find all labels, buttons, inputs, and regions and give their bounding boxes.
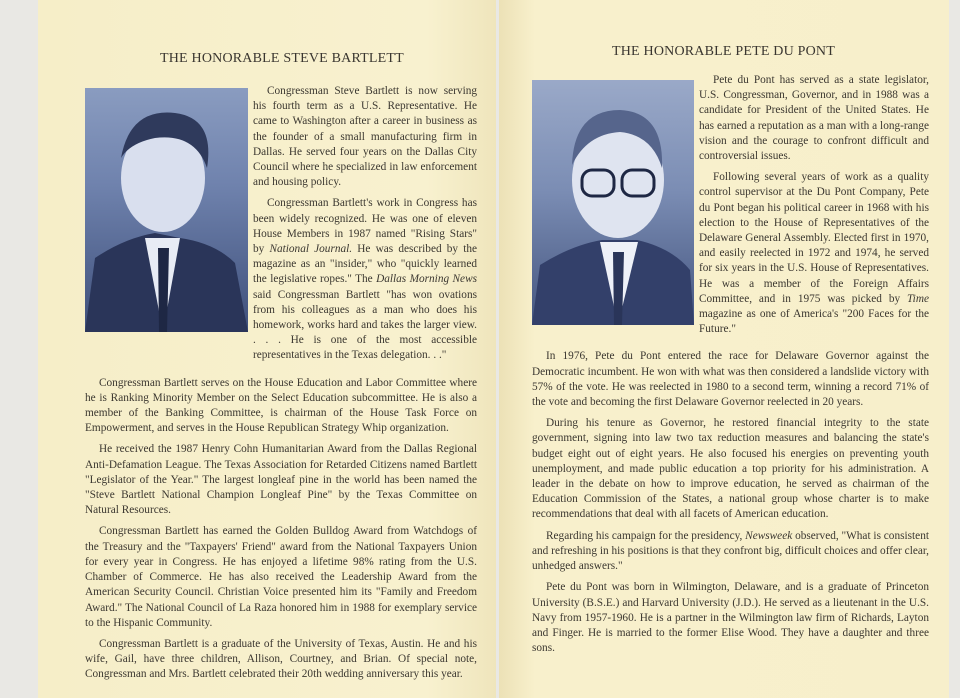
paragraph: Pete du Pont was born in Wilmington, Delaware, and is a graduate of Princeton University (B.S.E.) and Harvard University (J.D.). He served as a lieutenant in the U.S. Navy from 1957-1960. He is a partner in the Wilmington law firm of Richards, Layton and Finger. He is married to the former Elise Wood. They have a daughter and three sons.: [532, 581, 929, 655]
paragraph: Pete du Pont has served as a state legislator, U.S. Congressman, Governor, and in 1988 was a candidate for President of the United States. He has earned a reputation as a man with a long-range vision and the courage to confront difficult and controversial issues.: [699, 74, 929, 163]
publication-name: National Journal.: [269, 243, 353, 256]
text: Following several years of work as a quality control supervisor at the Du Pont Company, Pete du Pont began his political career in 1968 with his election to the House of Representatives of the Delaware General Assembly. Elected first in 1970, and easily reelected in 1972 and 1974, he served for six years in the U.S. House of Representatives. He was a member of the Foreign Affairs Committee, and in 1975 was picked by: [699, 171, 929, 305]
paragraph: In 1976, Pete du Pont entered the race for Delaware Governor against the Democratic incumbent. He won with what was then considered a landslide victory with 57% of the vote. He was reelected in 1980 to a second term, winning a record 71% of the vote and becoming the first Delaware Governor reelected in 20 years.: [532, 350, 929, 409]
bartlett-title: THE HONORABLE STEVE BARTLETT: [160, 51, 404, 66]
text: He was described by the magazine as an "insider," who "quickly learned the legislative ropes." The: [253, 243, 477, 286]
text: magazine as one of America's "200 Faces for the Future.": [699, 308, 929, 336]
paragraph: [699, 170, 929, 337]
publication-name: Newsweek: [745, 529, 793, 542]
text: said Congressman Bartlett "has won ovations from his colleagues as a man who does his homework, works hard and takes the larger view. . . . He is one of the most accessible representatives in the Texas delegation. . .": [253, 288, 477, 362]
text: Congressman Bartlett's work in Congress has been widely recognized. He was one of eleven House Members in 1987 named "Rising Stars" by: [253, 197, 477, 256]
paragraph: Congressman Steve Bartlett is now serving his fourth term as a U.S. Representative. He came to Washington after a career in business as the founder of a small manufacturing firm in Dallas. He served four years on the Dallas City Council where he specialized in law enforcement and housing policy.: [253, 85, 477, 189]
text: observed, "What is consistent and refreshing in his positions is that they confront big, difficult choices and offer clear, unhedged answers.": [532, 529, 929, 573]
bartlett-column: [85, 84, 477, 689]
paragraph: [532, 529, 929, 575]
paragraph: He received the 1987 Henry Cohn Humanitarian Award from the Dallas Regional Anti-Defamation League. The Texas Association for Retarded Citizens named Bartlett "Legislator of the Year." The largest longleaf pine in the world has been named the "Steve Bartlett National Champion Longleaf Pine" by the Texas Committee on Natural Resources.: [85, 443, 477, 517]
bartlett-photo: [85, 88, 248, 332]
publication-name: Dallas Morning News: [376, 273, 477, 286]
bartlett-body: [85, 370, 477, 683]
dupont-body: [532, 343, 929, 656]
dupont-intro: [699, 73, 929, 343]
dupont-title: THE HONORABLE PETE DU PONT: [612, 44, 835, 59]
paragraph: Congressman Bartlett serves on the House Education and Labor Committee where he is Ranking Minority Member on the Select Education subcommittee. He is also a member of the Banking Committee, is chairman of the House Task Force on Empowerment, and serves in the House Republican Strategy Whip organization.: [85, 376, 477, 435]
paragraph: Congressman Bartlett is a graduate of the University of Texas, Austin. He and his wife, Gail, have three children, Allison, Courtney, and Brian. Of special note, Congressman and Mrs. Bartlett celebrated their 20th wedding anniversary this year.: [85, 637, 477, 681]
text: Regarding his campaign for the presidency,: [546, 529, 746, 542]
paragraph: During his tenure as Governor, he restored financial integrity to the state government, signing into law two tax reduction measures and balancing the state's budget eight out of eight years. He also focused his energies on preventing youth unemployment, and made public education a top priority for his administration. A leader in the debate on how to improve education, he served as chairman of the Education Commission of the States, a national group whose charter is to make recommendations that deal with all facets of American education.: [532, 417, 929, 521]
bartlett-intro: [253, 84, 477, 370]
publication-name: Time: [907, 292, 929, 305]
paragraph: Congressman Bartlett has earned the Golden Bulldog Award from Watchdogs of the Treasury and the "Taxpayers' Friend" award from the National Taxpayers Union for every year in Congress. He has enjoyed a lifetime 98% rating from the U.S. Chamber of Commerce. He has also received the Leadership Award from the American Security Council. Christian Voice presented him its "Family and Freedom Award." The National Council of La Raza honored him in 1988 for exemplary service to the Hispanic Community.: [85, 525, 477, 629]
dupont-column: [532, 73, 929, 662]
paragraph: [253, 196, 477, 363]
dupont-photo: [532, 80, 694, 325]
